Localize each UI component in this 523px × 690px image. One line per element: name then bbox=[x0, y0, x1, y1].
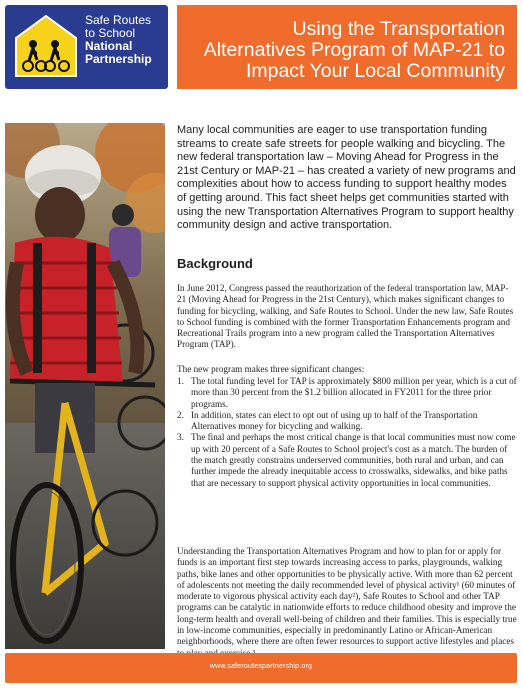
list-item-number: 3. bbox=[177, 432, 184, 443]
title-line-1: Using the Transportation bbox=[292, 18, 505, 40]
list-item bbox=[177, 432, 517, 488]
changes-list bbox=[177, 376, 517, 489]
logo-line-2: to School bbox=[85, 26, 136, 40]
title-line-3: Impact Your Local Community bbox=[245, 60, 505, 82]
list-item-number: 2. bbox=[177, 409, 184, 420]
children-bicycling-photo bbox=[5, 123, 165, 649]
section-heading-background: Background bbox=[177, 256, 253, 271]
title-line-2: Alternatives Program of MAP-21 to bbox=[203, 39, 505, 61]
logo-line-1: Safe Routes bbox=[85, 13, 152, 27]
list-item-text: In addition, states can elect to opt out of using up to half of the Transportation Alternatives money for bicycling and walking. bbox=[191, 409, 478, 432]
school-crossing-sign-icon bbox=[13, 13, 79, 79]
list-item-number: 1. bbox=[177, 376, 184, 386]
logo bbox=[5, 5, 168, 89]
logo-line-4: Partnership bbox=[85, 52, 152, 66]
list-item bbox=[177, 410, 517, 433]
intro-paragraph: Many local communities are eager to use transportation funding streams to create safe streets for people walking and bicycling. The new federal transportation law – Moving Ahead for Progress in the 21st Century or MAP-21 – has created a variety of new programs and complexities about how to access funding to support healthy modes of getting around. This fact sheet helps get communities started with using the new Transportation Alternatives Program to support healthy community design and active transportation. bbox=[177, 124, 516, 232]
list-item-text: The final and perhaps the most critical change is that local communities must now come up with 20 percent of a Safe Routes to School project's cost as a match. The burden of the match greatly constrains underserved communities, both rural and urban, and can further impede the already inequitable access to crosswalks, sidewalks, and bike paths that are necessary to support physical activity opportunities in local communities. bbox=[191, 432, 516, 488]
background-paragraph-2: The new program makes three significant changes: bbox=[177, 364, 365, 374]
list-item-text: The total funding level for TAP is approximately $800 million per year, which is a cut of more than 30 percent from the $1.2 billion allocated in FY2011 for the three prior programs. bbox=[191, 376, 517, 409]
list-item bbox=[177, 376, 517, 410]
title-banner bbox=[177, 5, 517, 89]
footer-bar bbox=[5, 653, 517, 683]
logo-line-3: National bbox=[85, 39, 133, 53]
background-paragraph-1: In June 2012, Congress passed the reauthorization of the federal transportation law, MAP-21 (Moving Ahead for Progress in the 21st Century), which makes significant changes to funding for bicycling, walking, and Safe Routes to School. Under the new law, Safe Routes to School funding is combined with the former Transportation Enhancements program and Recreational Trails program into a new program called the Transportation Alternatives Program (TAP). bbox=[177, 283, 514, 350]
logo-text bbox=[85, 14, 167, 66]
photo-illustration bbox=[5, 123, 165, 649]
background-paragraph-3: Understanding the Transportation Alternatives Program and how to plan for or apply for funds is an important first step towards increasing access to parks, playgrounds, walking paths, bike lanes and other opportunities to be physically active. With more than 62 percent of adolescents not meeting the daily recommended level of physical activity¹ (60 minutes of moderate to vigorous physical activity each day²), Safe Routes to School and other TAP programs can be catalytic in nationwide efforts to reduce childhood obesity and improve the long-term health and overall well-being of children and their families. This is especially true in low-income communities, especially in predominantly Latino or African-American neighborhoods, where there are often fewer resources to support active lifestyles and places bbox=[177, 546, 517, 647]
footer-url-link[interactable]: www.saferoutespartnership.org bbox=[209, 663, 313, 670]
